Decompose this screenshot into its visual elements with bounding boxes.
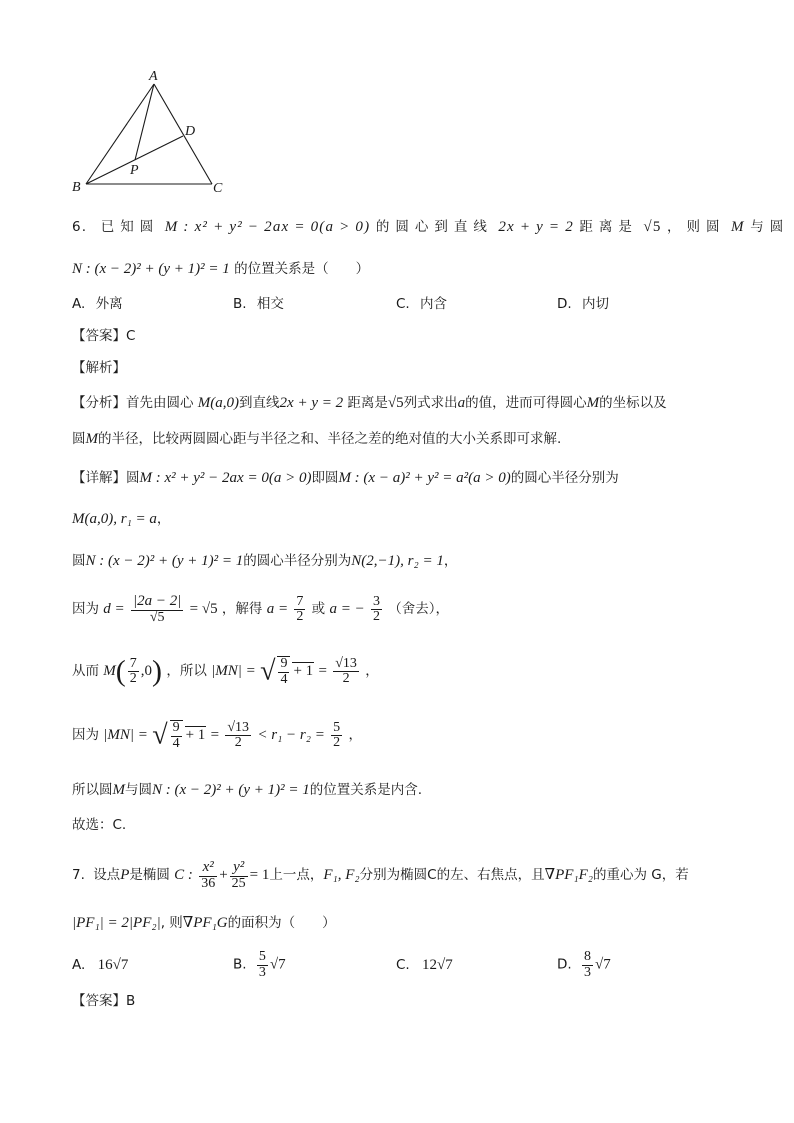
choice-text: 相交 [256,296,284,312]
segment-ap [135,84,154,160]
text: 所以圆 [72,782,113,798]
q6-xiangjie-line-4 [72,594,449,625]
choice-letter: D. [557,296,572,312]
numerator: √13 [335,655,357,671]
text: 距离是 [347,395,388,411]
math: M [586,395,600,411]
q6-choice-d[interactable] [557,298,609,312]
text: 是椭圆 [129,866,170,883]
fenxi-label: 【分析】 [72,395,126,411]
numerator: 3 [373,593,380,609]
choice-text: 外离 [95,296,123,312]
math: |MN| = [211,663,256,680]
math: M [112,782,125,798]
fraction [371,595,382,625]
text: ， [365,662,379,679]
text: ，解得 [221,600,263,617]
choice-letter: A. [72,296,86,312]
numerator: 9 [280,656,288,671]
q6-stem-text: 距离是 [579,219,638,235]
text: 的半径，比较两圆圆心距与半径之和、半径之差的绝对值的大小关系即可求解. [98,431,562,447]
numerator: x² [199,860,217,877]
text: （舍去）， [388,600,450,617]
math: M : x² + y² − 2ax = 0(a > 0) [139,470,312,486]
fraction [257,950,268,980]
choice-text: 12√7 [422,957,453,973]
text: 上一点， [269,866,324,883]
denominator: 3 [258,964,266,980]
numerator: 9 [172,720,180,735]
math: C : [174,867,193,884]
denominator: 4 [280,671,288,687]
numerator: y² [230,860,248,877]
fraction [582,950,593,980]
text: 的重心为 G，若 [593,866,689,883]
text: 首先由圆心 [126,395,194,411]
math: a = − [329,601,365,618]
numerator: 7 [296,593,304,609]
fraction [170,720,183,751]
math: = 1 [249,867,270,884]
triangle-figure [66,64,236,196]
choice-letter: C. [396,957,410,973]
text: ， [348,726,362,743]
choice-letter: A. [72,957,86,973]
q6-circle-n-equation: N : (x − 2)² + (y + 1)² = 1 [72,261,230,277]
q6-distance: √5 [643,219,662,235]
choice-text: 内切 [581,296,609,312]
choice-letter: B. [233,296,247,312]
fraction [277,656,290,687]
text: 的值，进而可得圆心 [465,395,587,411]
fraction [225,721,251,751]
text: 与圆 [125,782,152,798]
q7-choice-a[interactable] [72,958,128,973]
label-d: D [185,124,196,139]
q6-analysis-label: 【解析】 [72,360,126,376]
choice-text: √7 [594,956,611,973]
paren: ) [152,654,163,688]
q6-xiangjie-line-7 [72,783,422,798]
text: 从而 [72,662,99,679]
q6-guxuan: 故选：C. [72,817,127,833]
paren: ( [115,654,126,688]
q6-choice-b[interactable] [233,298,284,312]
fraction [333,657,359,687]
numerator: 5 [333,719,341,735]
math: M : (x − a)² + y² = a²(a > 0) [338,470,511,486]
fraction [199,860,217,891]
q6-m: M [731,219,745,235]
text: 或 [311,600,326,617]
label-a: A [149,69,158,84]
text: , 则 [160,915,183,931]
segment-ac [154,84,212,184]
math: |MN| = [103,727,148,744]
fraction [131,594,183,625]
q6-stem-text: 的位置关系是（ ） [234,261,370,277]
math: = √5 [189,601,218,618]
q7-stem-line-2 [72,916,336,931]
text: ，所以 [166,662,207,679]
math: F₁, F₂ [323,867,360,884]
math: = [318,663,327,680]
choice-text: √7 [269,956,286,973]
answer-label: 【答案】 [72,328,126,344]
math: 2x + y = 2 [279,395,344,411]
text: 的坐标以及 [599,395,667,411]
text: 分别为椭圆C的左、右焦点，且 [359,866,545,883]
choice-text: 16√7 [97,957,129,973]
label-b: B [72,180,81,195]
math: M [103,663,116,680]
math: √5 [387,395,404,411]
numerator: √13 [227,719,250,735]
denominator: 3 [583,964,591,980]
q7-number: 7. [72,866,85,883]
q6-stem-text: 与圆 [750,219,790,235]
text: 的圆心半径分别为 [510,470,619,486]
fraction [294,595,305,625]
math: N : (x − 2)² + (y + 1)² = 1 [152,782,310,798]
q6-number: 6. [72,219,88,235]
math: ∇PF₁G [182,915,228,931]
sqrt-sign: √ [260,655,276,687]
q7-choice-b[interactable] [233,950,286,980]
q6-xiangjie-line-6 [72,720,362,751]
q6-fenxi-line-1 [72,396,667,411]
q6-stem-text: 已知圆 [100,219,160,235]
math: + 1 [185,727,206,744]
q7-stem-line-1 [72,860,689,891]
choice-letter: B. [233,956,247,973]
fraction [331,721,342,751]
label-c: C [213,181,223,196]
denominator: 36 [201,875,216,891]
text: 的面积为（ ） [227,915,336,931]
choice-letter: C. [396,296,410,312]
segment-ab [86,84,154,184]
denominator: 2 [129,671,137,687]
math: M [85,431,98,447]
math: N(2,−1), r₂ = 1 [351,553,444,569]
text: 因为 [72,726,99,743]
text: ， [156,511,171,527]
math: M(a,0) [197,395,240,411]
numerator: 7 [129,655,137,671]
text: 的圆心半径分别为 [243,553,352,569]
q7-choice-c[interactable] [396,958,453,973]
denominator: 25 [231,875,246,891]
text: 即圆 [311,470,339,486]
denominator: 2 [333,735,341,751]
q6-xiangjie-line-1 [72,471,619,486]
math: a = [266,601,289,618]
choice-text: 内含 [420,296,448,312]
fraction [230,860,248,891]
math: ,0 [140,663,153,680]
text: 圆 [72,553,86,569]
sqrt-sign: √ [152,719,168,751]
math: < r₁ − r₂ = [257,727,325,744]
label-p: P [130,163,139,178]
denominator: 2 [342,671,350,687]
q6-choice-c[interactable] [396,298,447,312]
q6-answer [72,330,135,344]
q6-choice-a[interactable] [72,298,123,312]
q6-circle-m-equation: M : x² + y² − 2ax = 0(a > 0) [164,219,371,235]
q6-fenxi-line-2 [72,432,561,447]
math: |PF₁| = 2|PF₂| [72,915,161,931]
answer-label: 【答案】 [72,993,126,1009]
q6-xiangjie-line-5 [72,656,379,687]
denominator: √5 [149,609,165,625]
q6-stem-line-2 [72,262,369,277]
numerator: 5 [258,949,266,964]
math: + 1 [293,663,314,680]
text: 圆 [72,431,86,447]
text: 的位置关系是内含. [309,782,423,798]
numerator: |2a − 2| [132,593,182,609]
math: ∇PF₁F₂ [544,867,593,884]
math: d = [103,601,125,618]
text: 到直线 [239,395,280,411]
q6-xiangjie-line-3 [72,554,457,569]
math: + [219,867,228,884]
choice-letter: D. [557,956,572,973]
math: = [210,727,220,744]
math: a [457,395,466,411]
math: M(a,0), r₁ = a [72,511,157,527]
text: 设点 [93,866,121,883]
text: 因为 [72,600,99,617]
q6-stem-line-1 [72,220,789,235]
q6-stem-text: 的圆心到直线 [375,219,493,235]
denominator: 2 [234,735,242,751]
denominator: 2 [296,609,304,625]
q7-choice-d[interactable] [557,950,611,980]
answer-value: B [126,993,136,1009]
numerator: 8 [583,949,591,964]
math: N : (x − 2)² + (y + 1)² = 1 [85,553,244,569]
q6-line-equation: 2x + y = 2 [498,219,574,235]
xiangjie-label: 【详解】 [72,470,126,486]
denominator: 4 [172,735,180,751]
text: ， [443,553,458,569]
q7-answer [72,995,135,1009]
q6-xiangjie-line-2 [72,512,170,527]
denominator: 2 [373,609,380,625]
text: 列式求出 [403,395,458,411]
math: P [120,867,130,884]
q6-stem-text: ，则圆 [667,219,726,235]
fraction [128,657,139,687]
answer-value: C [126,328,136,344]
text: 圆 [126,470,140,486]
